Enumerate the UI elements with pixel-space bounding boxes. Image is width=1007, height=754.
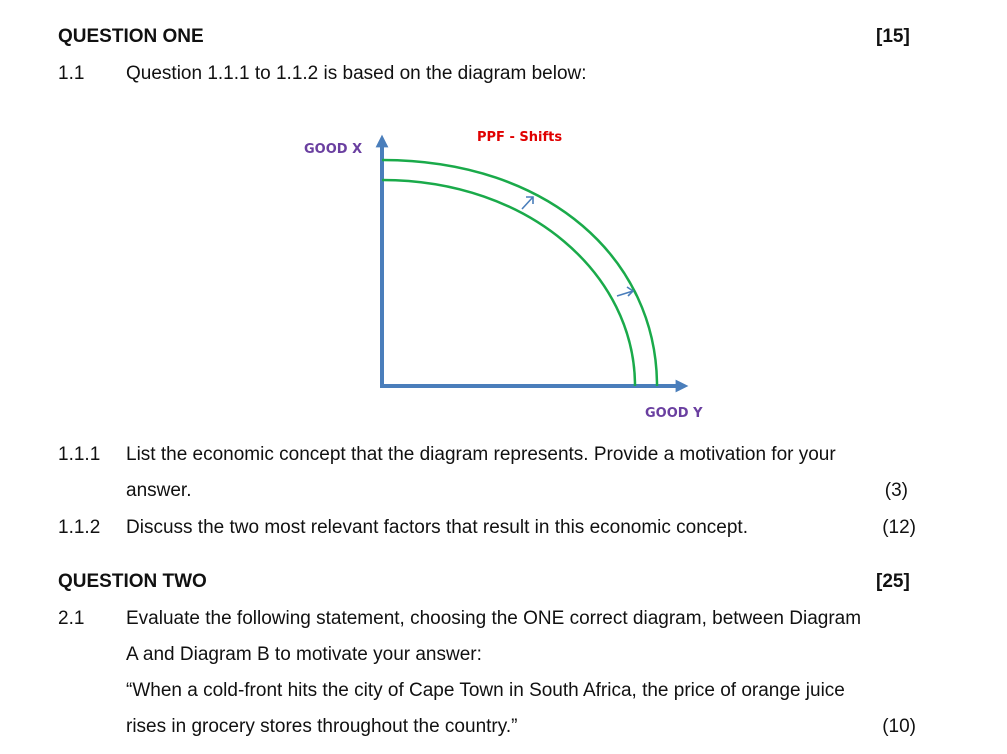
question-1-1-1-marks: (3): [884, 480, 908, 501]
question-1-1-2-text: Discuss the two most relevant factors that result in this economic concept.: [126, 517, 748, 538]
question-1-1-2-marks: (12): [882, 517, 916, 538]
shift-arrow-lower: [617, 287, 633, 296]
question-1-1-1-text-cont: answer.: [126, 480, 192, 501]
ppf-shift-diagram: [300, 125, 720, 425]
question-two-heading: QUESTION TWO: [58, 571, 207, 592]
question-one-heading: QUESTION ONE: [58, 26, 204, 47]
ppf-inner-curve: [382, 180, 635, 386]
question-1-1-1-text: List the economic concept that the diagram represents. Provide a motivation for your: [126, 444, 836, 465]
question-2-1-line-2: A and Diagram B to motivate your answer:: [126, 644, 482, 665]
question-one-marks: [15]: [876, 26, 910, 47]
question-2-1-line-4: rises in grocery stores throughout the country.”: [126, 716, 518, 737]
x-axis-label: GOOD Y: [645, 406, 703, 421]
question-2-1-marks: (10): [882, 716, 916, 737]
question-1-1-intro: Question 1.1.1 to 1.1.2 is based on the diagram below:: [126, 63, 587, 84]
question-2-1-line-3: “When a cold-front hits the city of Cape Town in South Africa, the price of orange juice: [126, 680, 845, 701]
question-2-1-number: 2.1: [58, 608, 85, 629]
question-1-1-2-number: 1.1.2: [58, 517, 101, 538]
question-1-1-1-number: 1.1.1: [58, 444, 101, 465]
shift-arrow-upper: [522, 197, 533, 209]
ppf-outer-curve: [382, 160, 657, 386]
question-2-1-line-1: Evaluate the following statement, choosing the ONE correct diagram, between Diagram: [126, 608, 862, 629]
y-axis-label: GOOD X: [304, 142, 363, 157]
question-two-marks: [25]: [876, 571, 910, 592]
question-1-1-number: 1.1: [58, 63, 85, 84]
diagram-title: PPF - Shifts: [477, 130, 563, 145]
